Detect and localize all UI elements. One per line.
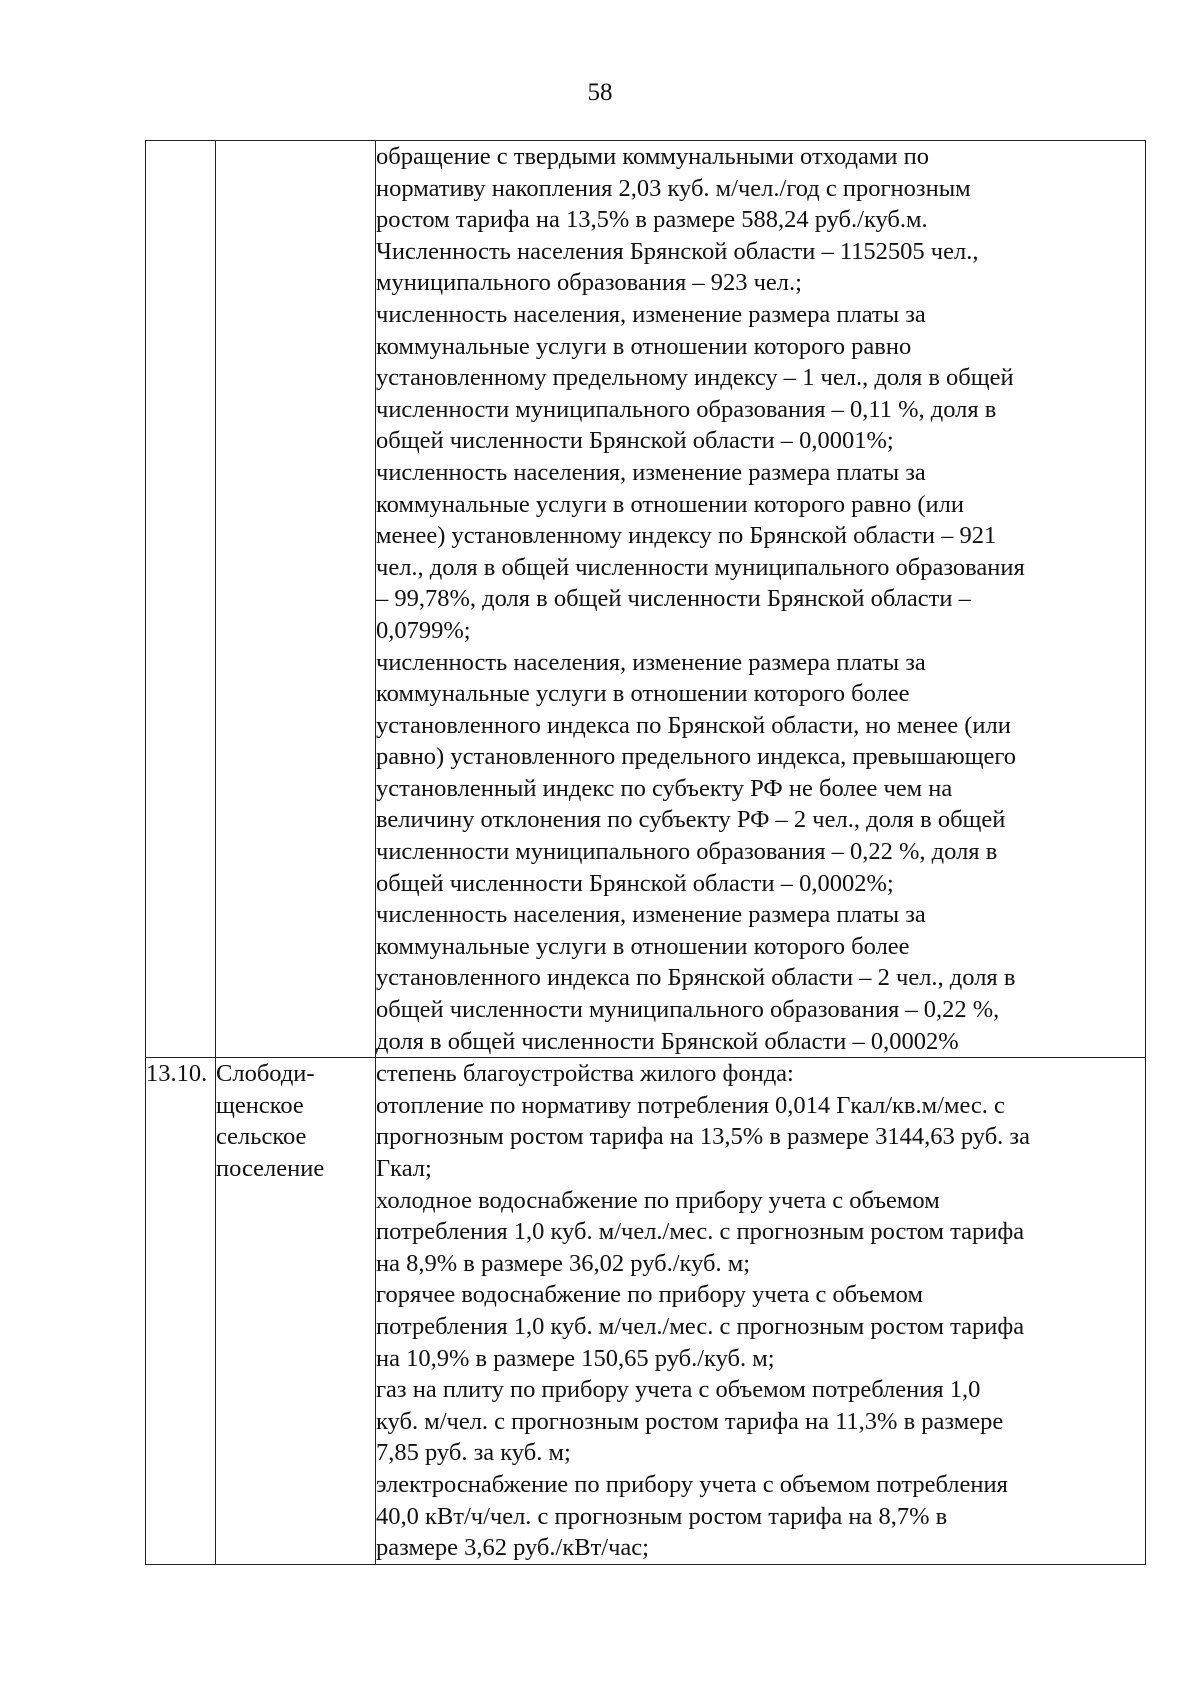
- description-line: установленный индекс по субъекту РФ не более чем на: [376, 774, 953, 802]
- description-line: коммунальные услуги в отношении которого равно: [376, 332, 912, 360]
- description-cell: [376, 1058, 1146, 1565]
- description-line: нормативу накопления 2,03 куб. м/чел./год с прогнозным: [376, 174, 971, 202]
- table-row: [146, 1058, 1146, 1565]
- description-cell: [376, 141, 1146, 1058]
- row-number-cell: [146, 141, 216, 1058]
- row-number-cell: 13.10.: [146, 1058, 216, 1565]
- description-line: коммунальные услуги в отношении которого равно (или: [376, 490, 964, 518]
- page-number: 58: [587, 79, 613, 106]
- description-line: численности муниципального образования – 0,11 %, доля в: [376, 395, 997, 423]
- description-line: обращение с твердыми коммунальными отходами по: [376, 143, 929, 170]
- description-line: на 10,9% в размере 150,65 руб./куб. м;: [376, 1344, 775, 1372]
- description-line: ростом тарифа на 13,5% в размере 588,24 руб./куб.м.: [376, 206, 928, 234]
- description-line: установленного индекса по Брянской области – 2 чел., доля в: [376, 964, 1016, 992]
- description-line: численность населения, изменение размера платы за: [376, 300, 926, 328]
- description-line: установленного индекса по Брянской области, но менее (или: [376, 711, 1011, 739]
- description-line: общей численности Брянской области – 0,0002%;: [376, 869, 894, 897]
- description-line: общей численности муниципального образования – 0,22 %,: [376, 996, 1000, 1024]
- description-line: численность населения, изменение размера платы за: [376, 648, 926, 676]
- description-line: куб. м/чел. с прогнозным ростом тарифа на 11,3% в размере: [376, 1407, 1004, 1435]
- description-line: коммунальные услуги в отношении которого более: [376, 932, 910, 960]
- description-line: размере 3,62 руб./кВт/час;: [376, 1534, 649, 1562]
- description-line: отопление по нормативу потребления 0,014 Гкал/кв.м/мес. с: [376, 1091, 1005, 1119]
- description-line: величину отклонения по субъекту РФ – 2 чел., доля в общей: [376, 806, 1006, 834]
- settlement-name-line: щенское: [216, 1091, 304, 1119]
- description-line: численность населения, изменение размера платы за: [376, 458, 926, 486]
- description-line: прогнозным ростом тарифа на 13,5% в размере 3144,63 руб. за: [376, 1123, 1030, 1151]
- description-line: общей численности Брянской области – 0,0001%;: [376, 427, 894, 455]
- settlement-name-cell: [216, 141, 376, 1058]
- description-line: электроснабжение по прибору учета с объемом потребления: [376, 1470, 1008, 1498]
- description-line: Гкал;: [376, 1155, 432, 1182]
- description-line: коммунальные услуги в отношении которого более: [376, 680, 910, 708]
- description-line: 40,0 кВт/ч/чел. с прогнозным ростом тарифа на 8,7% в: [376, 1502, 948, 1530]
- description-line: доля в общей численности Брянской области – 0,0002%: [376, 1027, 959, 1055]
- description-line: установленному предельному индексу – 1 чел., доля в общей: [376, 364, 1014, 392]
- description-line: холодное водоснабжение по прибору учета с объемом: [376, 1186, 940, 1214]
- settlement-name-line: сельское: [216, 1123, 307, 1151]
- description-line: численности муниципального образования – 0,22 %, доля в: [376, 838, 998, 866]
- description-line: потребления 1,0 куб. м/чел./мес. с прогнозным ростом тарифа: [376, 1218, 1025, 1246]
- description-line: равно) установленного предельного индекса, превышающего: [376, 743, 1017, 771]
- table-row: [146, 141, 1146, 1058]
- description-line: менее) установленному индексу по Брянской области – 921: [376, 522, 997, 550]
- description-line: потребления 1,0 куб. м/чел./мес. с прогнозным ростом тарифа: [376, 1312, 1025, 1340]
- description-line: – 99,78%, доля в общей численности Брянской области –: [376, 585, 971, 613]
- description-line: 7,85 руб. за куб. м;: [376, 1439, 571, 1467]
- description-line: 0,0799%;: [376, 616, 471, 644]
- description-line: горячее водоснабжение по прибору учета с объемом: [376, 1281, 923, 1309]
- table-body: [146, 141, 1146, 1565]
- description-line: на 8,9% в размере 36,02 руб./куб. м;: [376, 1249, 751, 1277]
- settlement-name-cell: [216, 1058, 376, 1565]
- settlement-name-line: Слободи-: [216, 1060, 315, 1088]
- document-table: [145, 140, 1146, 1565]
- settlement-name-line: поселение: [216, 1155, 325, 1182]
- description-line: численность населения, изменение размера платы за: [376, 901, 926, 929]
- description-line: степень благоустройства жилого фонда:: [376, 1060, 794, 1088]
- description-line: чел., доля в общей численности муниципального образования: [376, 553, 1025, 581]
- description-line: газ на плиту по прибору учета с объемом потребления 1,0: [376, 1376, 981, 1404]
- description-line: муниципального образования – 923 чел.;: [376, 269, 802, 297]
- description-line: Численность населения Брянской области – 1152505 чел.,: [376, 237, 979, 265]
